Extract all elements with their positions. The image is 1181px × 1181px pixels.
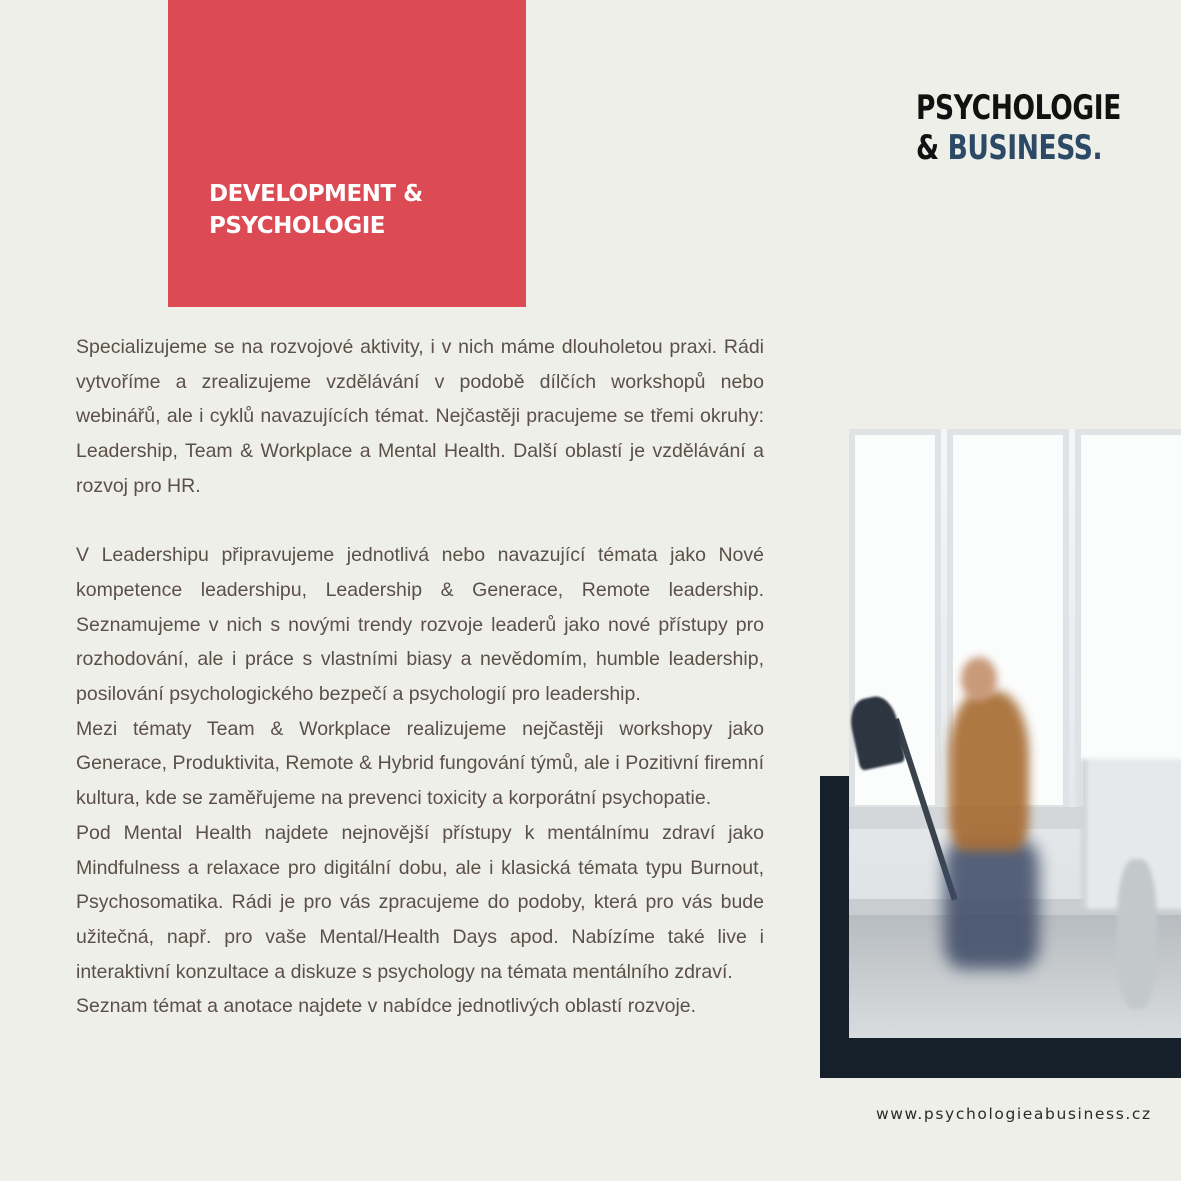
brand-logo <box>916 88 1121 168</box>
person-body <box>949 691 1029 851</box>
paragraph-leadership: V Leadershipu připravujeme jednotlivá nebo navazující témata jako Nové kompetence leadershipu, Leadership & Generace, Remote leadership. Seznamujeme v nich s novými trendy rozvoje leaderů jako nové přístupy pro rozhodování, ale i práce s vlastními biasy a nevědomím, humble leadership, posilování psychologického bezpečí a psychologií pro leadership. <box>76 544 764 706</box>
body-text <box>76 330 764 1024</box>
monitor-stand <box>1117 859 1157 1009</box>
paragraph-team-workplace: Mezi tématy Team & Workplace realizujeme nejčastěji workshopy jako Generace, Produktivita, Remote & Hybrid fungování týmů, ale i Pozitivní firemní kultura, kde se zaměřujeme na prevenci toxicity a korporátní psychopatie. <box>76 717 764 810</box>
section-header-box <box>168 0 526 307</box>
website-url: www.psychologieabusiness.cz <box>876 1105 1152 1123</box>
paragraph-mental-health: Pod Mental Health najdete nejnovější přístupy k mentálnímu zdraví jako Mindfulness a relaxace pro digitální dobu, ale i klasická témata typu Burnout, Psychosomatika. Rádi je pro vás zpracujeme do podoby, která pro vás bude užitečná, např. pro vaše Mental/Health Days apod. Nabízíme také live i interaktivní konzultace a diskuze s psychology na témata mentálního zdraví. <box>76 821 764 983</box>
logo-line1: PSYCHOLOGIE <box>916 88 1121 128</box>
logo-line2 <box>916 128 1103 168</box>
logo-ampersand: & <box>916 128 948 168</box>
section-heading-line2: PSYCHOLOGIE <box>209 213 385 239</box>
office-photo <box>849 429 1181 1038</box>
logo-business: BUSINESS. <box>947 128 1103 168</box>
paragraph-topics-list: Seznam témat a anotace najdete v nabídce jednotlivých oblastí rozvoje. <box>76 995 697 1018</box>
person-head <box>961 657 997 701</box>
window-pane-right <box>1075 429 1181 811</box>
person-legs <box>944 839 1039 969</box>
section-heading <box>209 178 509 242</box>
paragraph-intro: Specializujeme se na rozvojové aktivity, i v nich máme dlouholetou praxi. Rádi vytvoříme a zrealizujeme vzdělávání v podobě dílčích workshopů nebo webinářů, ale i cyklů navazujících témat. Nejčastěji pracujeme se třemi okruhy: Leadership, Team & Workplace a Mental Health. Další oblastí je vzdělávání a rozvoj pro HR. <box>76 336 764 497</box>
section-heading-line1: DEVELOPMENT & <box>209 181 423 207</box>
